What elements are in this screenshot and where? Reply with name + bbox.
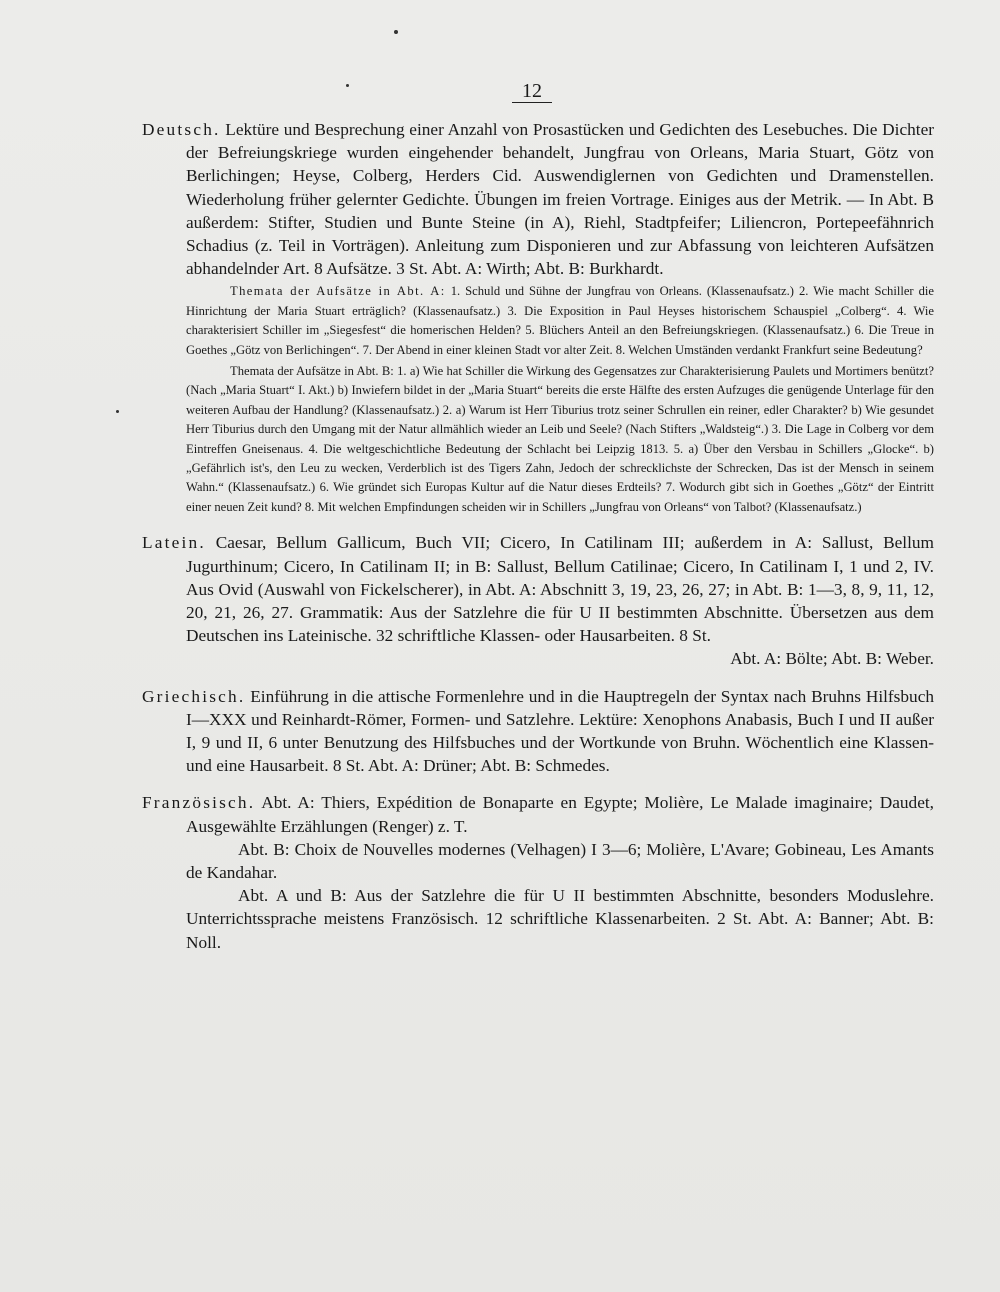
paper-speck bbox=[116, 410, 119, 413]
deutsch-heading: Deutsch. bbox=[142, 120, 221, 139]
page-number: 12 bbox=[512, 80, 552, 103]
latein-paragraph bbox=[142, 531, 934, 647]
franzoesisch-abt-b: Abt. B: Choix de Nouvelles modernes (Velhagen) I 3—6; Molière, L'Avare; Gobineau, Les Amants de Kandahar. bbox=[186, 839, 934, 882]
franzoesisch-paragraph bbox=[142, 791, 934, 837]
griechisch-text: Einführung in die attische Formenlehre und in die Hauptregeln der Syntax nach Bruhns Hilfsbuch I—XXX und Reinhardt-Römer, Formen- und Satzlehre. Lektüre: Xenophons Anabasis, Buch I und II außer I, 9 und II, 6 unter Benutzung des Hilfsbuches und der Wortkunde von Bruhn. Wöchentlich eine Klassen- und eine Hausarbeit. 8 St. Abt. A: Drüner; Abt. B: Schmedes. bbox=[186, 686, 935, 776]
themata-a-text: 1. Schuld und Sühne der Jungfrau von Orleans. (Klassenaufsatz.) 2. Wie macht Schiller die Hinrichtung der Maria Stuart erträglich? (Klassenaufsatz.) 3. Die Exposition in Paul Heyses historischem Schauspiel „Colberg“. 4. Wie charakterisiert Schiller im „Siegesfest“ die homerischen Helden? 5. Blüchers Anteil an den Befreiungskriegen. (Klassenaufsatz.) 6. Die Treue in Goethes „Götz von Berlichingen“. 7. Der Abend in einer kleinen Stadt vor alter Zeit. 8. Welchen Umständen verdankt Frankfurt seine Bedeutung? bbox=[186, 284, 935, 357]
griechisch-paragraph bbox=[142, 685, 934, 778]
franzoesisch-abt-a-und-b: Abt. A und B: Aus der Satzlehre die für U II bestimmten Abschnitte, besonders Moduslehre. Unterrichtssprache meistens Französisch. 12 schriftliche Klassenarbeiten. 2 St. Abt. A: Banner; Abt. B: Noll. bbox=[186, 886, 934, 952]
deutsch-text: Lektüre und Besprechung einer Anzahl von Prosastücken und Gedichten des Lesebuches. Die Dichter der Befreiungskriege wurden eingehender behandelt, Jungfrau von Orleans, Maria Stuart, Götz von Berlichingen; Heyse, Colberg, Herders Cid. Auswendiglernen von Gedichten und Dramenstellen. Wiederholung früher gelernter Gedichte. Übungen im freien Vortrage. Einiges aus der Metrik. — In Abt. B außerdem: Stifter, Studien und Bunte Steine (in A), Riehl, Stadtpfeifer; Liliencron, Portepeefähnrich Schadius (z. Teil in Vorträgen). Anleitung zum Disponieren und zur Abfassung von leichteren Aufsätzen abhandelnder Art. 8 Aufsätze. 3 St. Abt. A: Wirth; Abt. B: Burkhardt. bbox=[186, 120, 934, 279]
section-griechisch bbox=[142, 685, 934, 778]
section-latein bbox=[142, 531, 934, 670]
paper-speck bbox=[346, 84, 349, 87]
paper-speck bbox=[394, 30, 398, 34]
themata-abt-b bbox=[186, 362, 934, 517]
franzoesisch-heading: Französisch. bbox=[142, 793, 256, 813]
franzoesisch-text: Abt. A: Thiers, Expédition de Bonaparte en Egypte; Molière, Le Malade imaginaire; Daudet, Ausgewählte Erzählungen (Renger) z. T. bbox=[186, 793, 934, 836]
themata-a-lead: Themata der Aufsätze in Abt. A: bbox=[230, 284, 446, 299]
griechisch-heading: Griechisch. bbox=[142, 686, 246, 706]
deutsch-paragraph bbox=[142, 118, 934, 280]
themata-b-text: 1. a) Wie hat Schiller die Wirkung des Gegensatzes zur Charakterisierung Paulets und Mortimers benützt? (Nach „Maria Stuart“ I. Akt.) b) Inwiefern bildet in der „Maria Stuart“ bereits die erste Hälfte des ersten Aufzuges die genügende Unterlage für den weiteren Aufbau der Handlung? (Klassenaufsatz.) 2. a) Warum ist Herr Tiburius trotz seiner Schrullen ein reiner, edler Charakter? b) Wie gesundet Herr Tiburius durch den Umgang mit der Natur allmählich wieder an Leib und Seele? (Nach Stifters „Waldsteig“.) 3. Die Lage in Colberg vor dem Eintreffen Gneisenaus. 4. Die weltgeschichtliche Bedeutung der Schlacht bei Leipzig 1813. 5. a) Über den Versbau in Schillers „Glocke“. b) „Gefährlich ist's, den Leu zu wecken, Verderblich ist des Tigers Zahn, Jedoch der schrecklichste der Schrecken, Das ist der Mensch in seinem Wahn.“ (Klassenaufsatz.) 6. Wie gründet sich Europas Kultur auf die Natur dieses Erdteils? 7. Wodurch gibt sich in Goethes „Götz“ der Eintritt einer neuen Zeit kund? 8. Mit welchen Empfindungen scheiden wir in Schillers „Jungfrau von Orleans“ von Talbot? (Klassenaufsatz.) bbox=[186, 364, 934, 514]
latein-heading: Latein. bbox=[142, 533, 206, 553]
latein-teachers: Abt. A: Bölte; Abt. B: Weber. bbox=[730, 649, 934, 669]
section-franzoesisch bbox=[142, 791, 934, 953]
themata-b-lead: Themata der Aufsätze in Abt. B: bbox=[230, 364, 394, 379]
latein-text: Caesar, Bellum Gallicum, Buch VII; Cicero, In Catilinam III; außerdem in A: Sallust, Bellum Jugurthinum; Cicero, In Catilinam II; in B: Sallust, Bellum Catilinae; Cicero, In Catilinam I, 1 und 2, IV. Aus Ovid (Auswahl von Fickelscherer), in Abt. A: Abschnitt 3, 19, 23, 26, 27; in Abt. B: 1—3, 8, 9, 11, 12, 20, 21, 26, 27. Grammatik: Aus der Satzlehre die für U II bestimmten Abschnitte. Übersetzen aus dem Deutschen ins Lateinische. 32 schriftliche Klassen- oder Hausarbeiten. 8 St. bbox=[186, 533, 934, 646]
page-content bbox=[142, 118, 934, 954]
section-deutsch bbox=[142, 118, 934, 517]
themata-abt-a bbox=[186, 282, 934, 360]
